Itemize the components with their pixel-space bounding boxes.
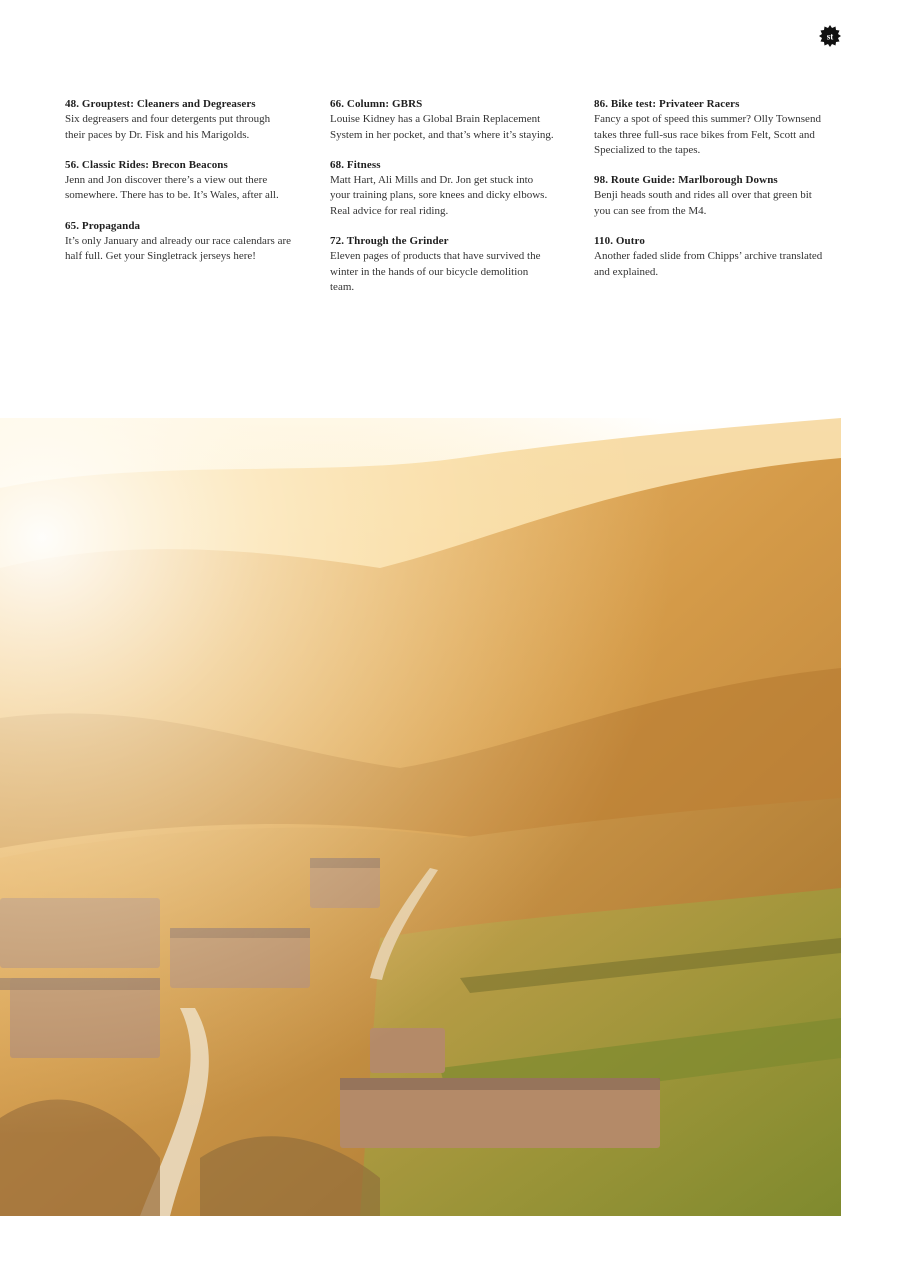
entry-title: 65. Propaganda — [65, 219, 141, 232]
entry-description-line: Benji heads south and rides all over that green bit — [594, 189, 812, 202]
entry-title: 66. Column: GBRS — [330, 98, 423, 110]
contents-entry — [65, 97, 313, 143]
singletrack-logo-icon — [818, 24, 842, 48]
entry-description-line: Matt Hart, Ali Mills and Dr. Jon get stuck into — [330, 174, 534, 187]
entry-description-line: takes three full-sus race bikes from Felt, Scott and — [594, 128, 815, 141]
entry-description-line: team. — [330, 280, 355, 293]
entry-title: 48. Grouptest: Cleaners and Degreasers — [65, 98, 256, 110]
entry-description-line: Real advice for real riding. — [330, 204, 449, 217]
entry-description-line: Louise Kidney has a Global Brain Replacement — [330, 113, 541, 126]
entry-title: 68. Fitness — [330, 158, 381, 171]
entry-description-line: you can see from the M4. — [594, 204, 707, 217]
contents-entry — [594, 234, 842, 280]
contents-entry — [330, 158, 578, 219]
entry-title: 110. Outro — [594, 235, 645, 248]
entry-title: 72. Through the Grinder — [330, 235, 449, 248]
entry-description-line: half full. Get your Singletrack jerseys here! — [65, 250, 256, 263]
entry-description-line: Jenn and Jon discover there’s a view out there — [65, 174, 268, 187]
contents-column-1 — [65, 97, 313, 280]
entry-description-line: Specialized to the tapes. — [594, 143, 701, 156]
entry-description-line: winter in the hands of our bicycle demolition — [330, 265, 529, 278]
entry-description-line: System in her pocket, and that’s where it’s staying. — [330, 128, 554, 141]
entry-description-line: Six degreasers and four detergents put through — [65, 113, 271, 126]
entry-description-line: your training plans, sore knees and dicky elbows. — [330, 189, 548, 202]
entry-title: 98. Route Guide: Marlborough Downs — [594, 174, 778, 187]
entry-description-line: Fancy a spot of speed this summer? Olly Townsend — [594, 113, 821, 126]
entry-description-line: their paces by Dr. Fisk and his Marigolds. — [65, 128, 250, 141]
contents-entry — [594, 173, 842, 219]
entry-title: 86. Bike test: Privateer Racers — [594, 98, 740, 110]
contents-column-3 — [594, 97, 842, 295]
sunlit-valley-village-photo — [0, 418, 841, 1216]
contents-entry — [594, 97, 842, 158]
entry-description-line: somewhere. There has to be. It’s Wales, after all. — [65, 189, 279, 202]
entry-description-line: It’s only January and already our race calendars are — [65, 235, 291, 248]
contents-entry — [330, 97, 578, 143]
contents-column-2 — [330, 97, 578, 310]
entry-description-line: Eleven pages of products that have survived the — [330, 250, 541, 263]
entry-title: 56. Classic Rides: Brecon Beacons — [65, 158, 228, 171]
contents-entry — [330, 234, 578, 295]
entry-description-line: and explained. — [594, 265, 659, 278]
contents-entry — [65, 219, 313, 265]
contents-entry — [65, 158, 313, 204]
entry-description-line: Another faded slide from Chipps’ archive translated — [594, 250, 823, 263]
svg-text:st: st — [826, 31, 834, 42]
